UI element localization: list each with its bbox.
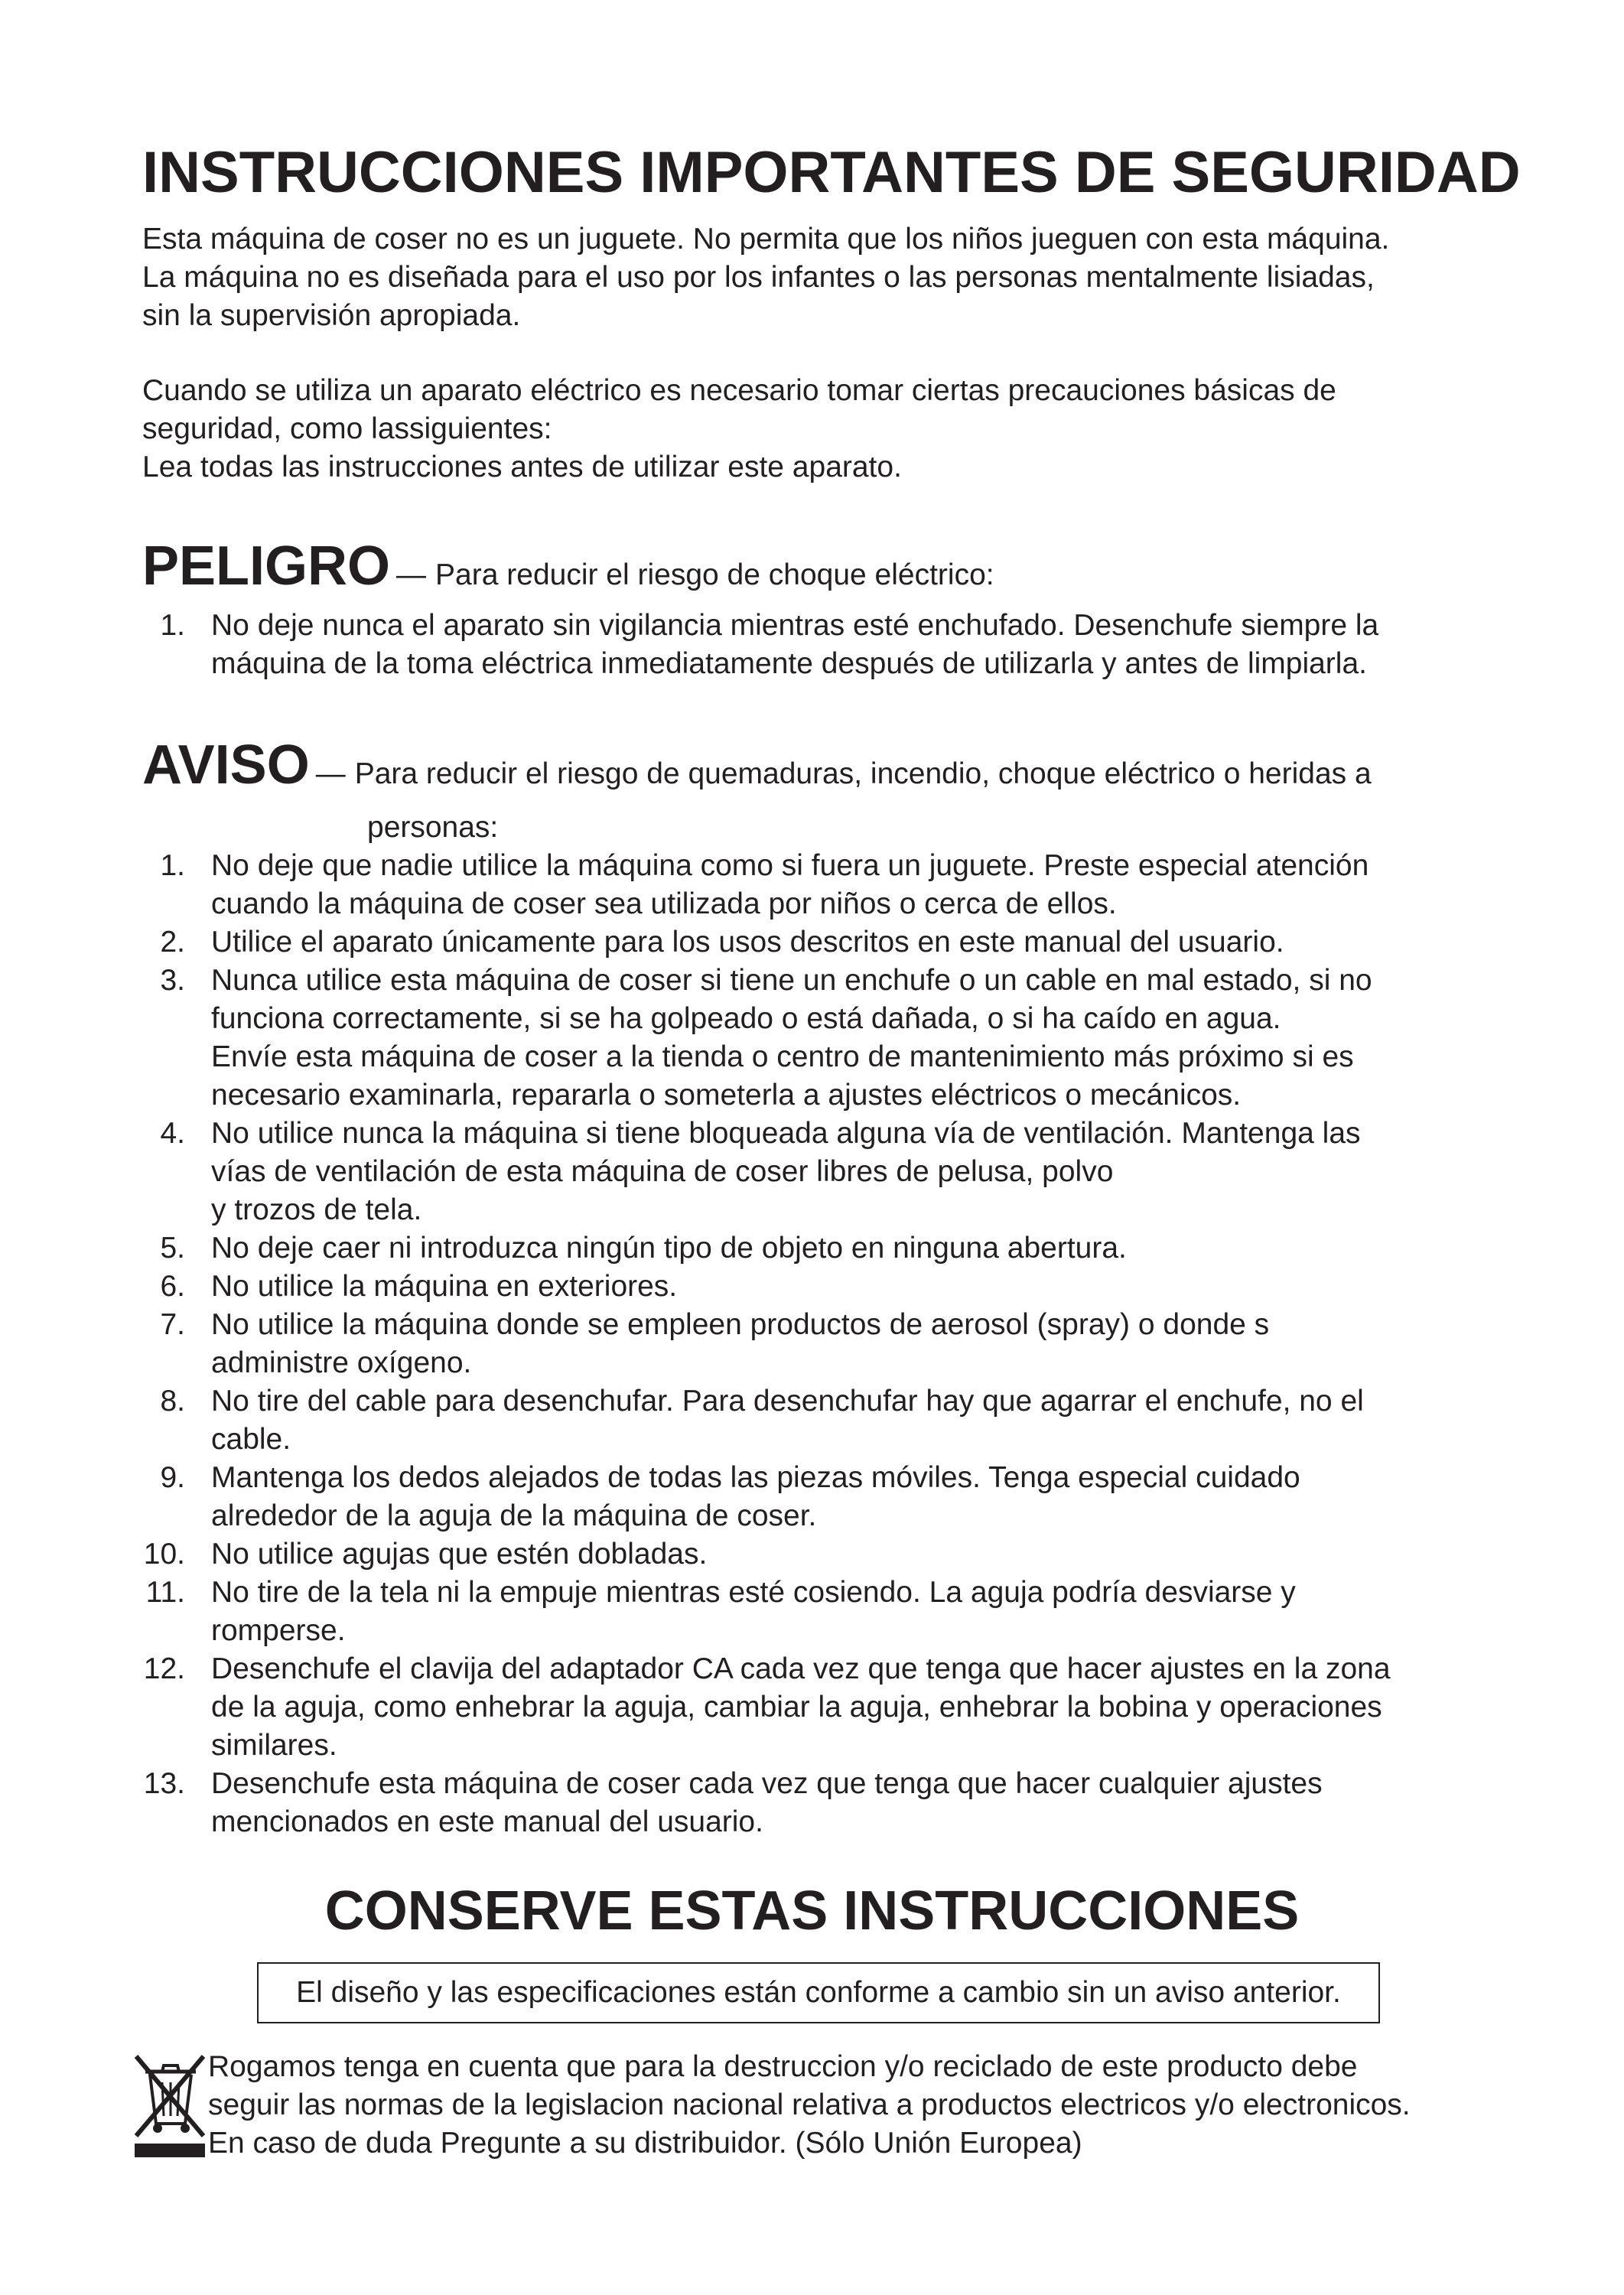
warning-description-cont: personas:	[367, 811, 499, 844]
weee-crossed-bin-icon	[132, 2052, 208, 2160]
danger-dash: —	[396, 558, 427, 591]
precautions-line: Cuando se utiliza un aparato eléctrico es necesario tomar ciertas precauciones básicas de	[142, 374, 1336, 407]
item-line: Nunca utilice esta máquina de coser si tiene un enchufe o un cable en mal estado, si no	[211, 964, 1372, 997]
item-number: 4.	[160, 1117, 185, 1150]
item-line: y trozos de tela.	[211, 1193, 422, 1226]
list-item	[142, 923, 1550, 962]
item-line: cable.	[211, 1423, 291, 1456]
precautions-line: seguridad, como lassiguientes:	[142, 412, 552, 445]
item-number: 8.	[160, 1385, 185, 1418]
warning-list	[142, 847, 1550, 1841]
list-item	[142, 1306, 1550, 1382]
item-line: máquina de la toma eléctrica inmediatamente después de utilizarla y antes de limpiarla.	[211, 647, 1367, 680]
warning-description: Para reducir el riesgo de quemaduras, incendio, choque eléctrico o heridas a	[354, 757, 1372, 790]
item-line: Envíe esta máquina de coser a la tienda o centro de mantenimiento más próximo si es	[211, 1040, 1354, 1073]
specifications-notice: El diseño y las especificaciones están conforme a cambio sin un aviso anterior.	[257, 1962, 1380, 2023]
danger-list	[142, 607, 1550, 683]
item-number: 11.	[145, 1576, 185, 1609]
item-line: administre oxígeno.	[211, 1346, 472, 1379]
intro-line: La máquina no es diseñada para el uso por los infantes o las personas mentalmente lisiadas,	[142, 261, 1375, 294]
item-number: 9.	[160, 1461, 185, 1494]
danger-title: PELIGRO	[142, 536, 391, 597]
list-item	[142, 1268, 1550, 1306]
intro-line: sin la supervisión apropiada.	[142, 299, 521, 332]
item-line: Desenchufe el clavija del adaptador CA cada vez que tenga que hacer ajustes en la zona	[211, 1652, 1391, 1685]
conserve-heading: CONSERVE ESTAS INSTRUCCIONES	[324, 1880, 1300, 1942]
list-item	[142, 1115, 1550, 1229]
item-line: No utilice agujas que estén dobladas.	[211, 1538, 708, 1571]
list-item	[142, 847, 1550, 923]
item-number: 12.	[143, 1652, 185, 1685]
item-line: romperse.	[211, 1614, 346, 1647]
warning-heading	[142, 734, 1372, 796]
item-line: vías de ventilación de esta máquina de coser libres de pelusa, polvo	[211, 1155, 1114, 1188]
item-number: 2.	[160, 926, 185, 959]
item-line: No tire del cable para desenchufar. Para desenchufar hay que agarrar el enchufe, no el	[211, 1385, 1364, 1418]
item-line: alrededor de la aguja de la máquina de coser.	[211, 1499, 817, 1532]
item-line: Utilice el aparato únicamente para los usos descritos en este manual del usuario.	[211, 926, 1284, 959]
item-line: Mantenga los dedos alejados de todas las piezas móviles. Tenga especial cuidado	[211, 1461, 1300, 1494]
list-item	[142, 962, 1550, 1115]
warning-dash: —	[315, 757, 346, 790]
disposal-line: seguir las normas de la legislacion nacional relativa a productos electricos y/o electronicos.	[208, 2088, 1411, 2121]
disposal-line: Rogamos tenga en cuenta que para la destruccion y/o reciclado de este producto debe	[208, 2050, 1358, 2083]
list-item	[142, 607, 1550, 683]
list-item	[142, 1535, 1550, 1574]
item-line: necesario examinarla, repararla o someterla a ajustes eléctricos o mecánicos.	[211, 1079, 1242, 1112]
item-line: No deje nunca el aparato sin vigilancia mientras esté enchufado. Desenchufe siempre la	[211, 609, 1379, 642]
item-line: No deje que nadie utilice la máquina como si fuera un juguete. Preste especial atención	[211, 849, 1369, 882]
item-number: 1.	[160, 849, 185, 882]
item-line: mencionados en este manual del usuario.	[211, 1805, 763, 1838]
disposal-line: En caso de duda Pregunte a su distribuidor. (Sólo Unión Europea)	[208, 2127, 1082, 2160]
item-line: Desenchufe esta máquina de coser cada vez que tenga que hacer cualquier ajustes	[211, 1767, 1323, 1800]
danger-heading	[142, 536, 994, 597]
item-number: 13.	[143, 1767, 185, 1800]
list-item	[142, 1650, 1550, 1765]
item-number: 1.	[160, 609, 185, 642]
list-item	[142, 1574, 1550, 1650]
item-number: 6.	[160, 1270, 185, 1303]
danger-description: Para reducir el riesgo de choque eléctrico:	[435, 558, 994, 591]
item-line: No utilice la máquina donde se empleen productos de aerosol (spray) o donde s	[211, 1308, 1270, 1341]
precautions-paragraph	[142, 372, 1519, 487]
item-line: similares.	[211, 1729, 337, 1762]
precautions-line: Lea todas las instrucciones antes de utilizar este aparato.	[142, 451, 902, 483]
item-number: 5.	[160, 1232, 185, 1265]
list-item	[142, 1229, 1550, 1268]
intro-line: Esta máquina de coser no es un juguete. No permita que los niños jueguen con esta máquina.	[142, 223, 1390, 256]
item-line: cuando la máquina de coser sea utilizada por niños o cerca de ellos.	[211, 887, 1117, 920]
item-line: No utilice nunca la máquina si tiene bloqueada alguna vía de ventilación. Mantenga las	[211, 1117, 1361, 1150]
item-number: 3.	[160, 964, 185, 997]
item-line: funciona correctamente, si se ha golpeado o está dañada, o si ha caído en agua.	[211, 1002, 1281, 1035]
list-item	[142, 1459, 1550, 1535]
item-number: 7.	[160, 1308, 185, 1341]
item-line: No deje caer ni introduzca ningún tipo de objeto en ninguna abertura.	[211, 1232, 1127, 1265]
disposal-text	[208, 2048, 1585, 2163]
item-number: 10.	[143, 1538, 185, 1571]
list-item	[142, 1765, 1550, 1841]
list-item	[142, 1382, 1550, 1459]
page-title: INSTRUCCIONES IMPORTANTES DE SEGURIDAD	[142, 140, 1521, 205]
item-line: No utilice la máquina en exteriores.	[211, 1270, 678, 1303]
warning-title: AVISO	[142, 734, 310, 796]
item-line: de la aguja, como enhebrar la aguja, cambiar la aguja, enhebrar la bobina y operaciones	[211, 1691, 1382, 1724]
item-line: No tire de la tela ni la empuje mientras esté cosiendo. La aguja podría desviarse y	[211, 1576, 1296, 1609]
intro-paragraph	[142, 220, 1519, 335]
